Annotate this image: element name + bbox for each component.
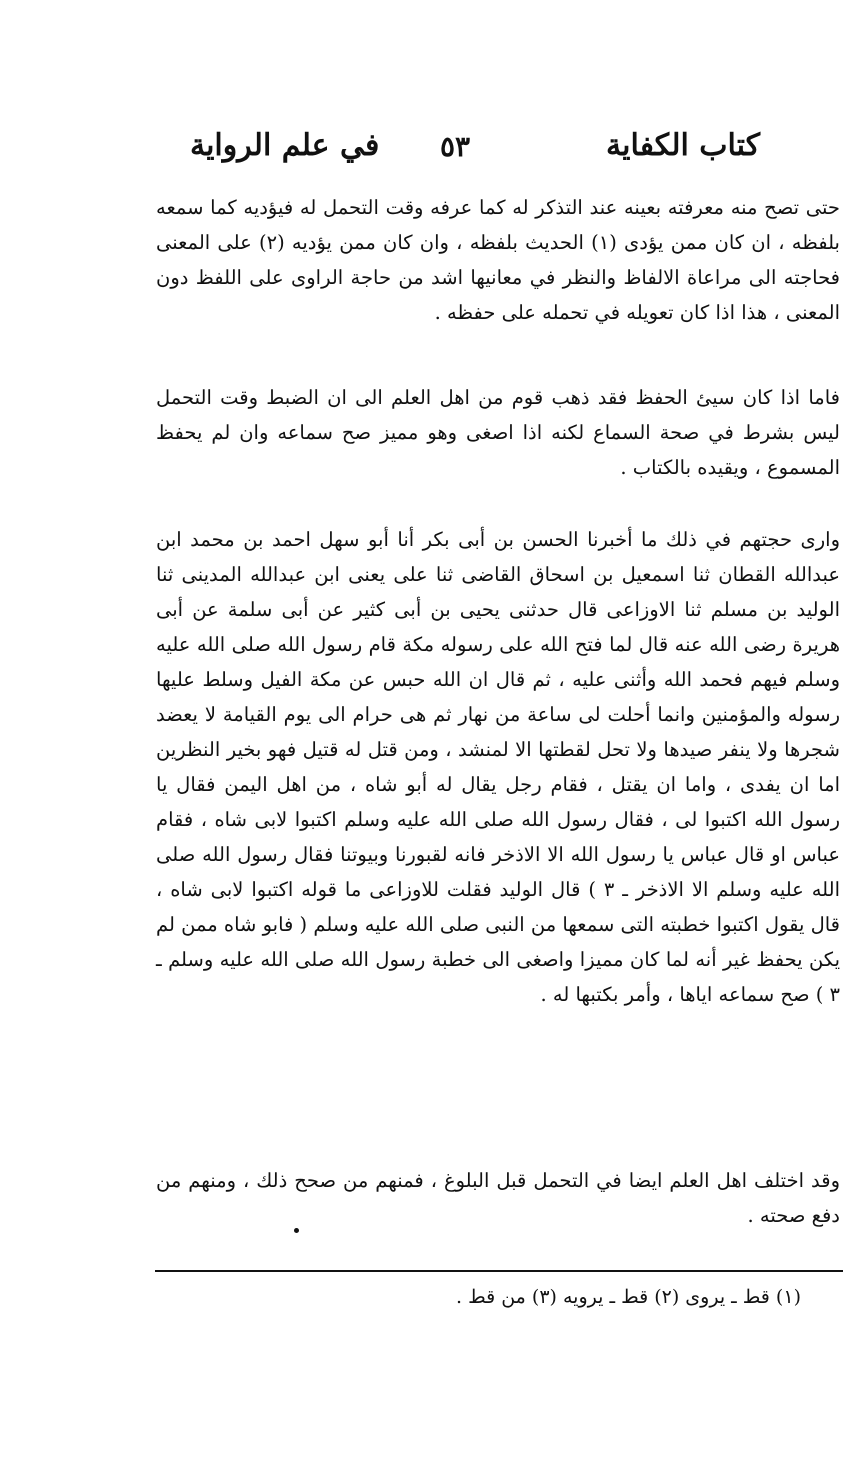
running-head	[190, 128, 760, 178]
book-title: كتاب الكفاية	[606, 128, 760, 163]
paragraph-4: وقد اختلف اهل العلم ايضا في التحمل قبل البلوغ ، فمنهم من صحح ذلك ، ومنهم من دفع صحته .	[156, 1169, 840, 1227]
ink-dot	[294, 1228, 299, 1233]
footnote: (١) قط ـ يروى (٢) قط ـ يرويه (٣) من قط .	[455, 1286, 801, 1308]
page-number: ٥٣	[440, 130, 471, 163]
book-subtitle: في علم الرواية	[190, 128, 380, 163]
paragraph-3: وارى حجتهم في ذلك ما أخبرنا الحسن بن أبى بكر أنا أبو سهل احمد بن محمد ابن عبدالله القطان ثنا اسمعيل بن اسحاق القاضى ثنا على يعنى ابن عبدالله المدينى ثنا الوليد بن مسلم ثنا الاوزاعى قال حدثنى يحيى بن أبى كثير عن أبى سلمة عن أبى هريرة رضى الله عنه قال لما فتح الله على رسوله مكة قام رسول الله صلى الله عليه وسلم فيهم فحمد الله وأثنى عليه ، ثم قال ان الله حبس عن مكة الفيل وسلط عليها رسوله والمؤمنين وانما أحلت لى ساعة من نهار ثم هى حرام الى يوم القيامة لا يعضد شجرها ولا ينفر صيدها ولا تحل لقطتها الا لمنشد ، ومن قتل له قتيل فهو بخير النظرين اما ان يفدى ، واما ان يقتل ، فقام رجل يقال له أبو شاه ، من اهل اليمن فقال يا رسول الله اكتبوا لى ، فقال رسول الله صلى الله عليه وسلم اكتبوا لابى شاه ، فقام عباس او قال عباس يا رسول الله الا الاذخر فانه لقبورنا وبيوتنا فقال رسول الله صلى الله عليه وسلم الا الاذخر ـ ٣ ) قال الوليد فقلت للاوزاعى ما قوله اكتبوا لابى شاه ، قال يقول اكتبوا خطبته التى سمعها من النبى صلى الله عليه وسلم ( فابو شاه ممن لم يكن يحفظ غير أنه لما كان مميزا واصغى الى خطبة رسول الله صلى الله عليه وسلم ـ ٣ ) صح سماعه اياها ، وأمر بكتبها له .	[156, 528, 840, 1006]
footnote-separator	[155, 1270, 843, 1272]
paragraph-2: فاما اذا كان سيئ الحفظ فقد ذهب قوم من اهل العلم الى ان الضبط وقت التحمل ليس بشرط في صحة السماع لكنه اذا اصغى وهو مميز صح سماعه وان لم يحفظ المسموع ، ويقيده بالكتاب .	[156, 386, 840, 479]
paragraph-1: حتى تصح منه معرفته بعينه عند التذكر له كما عرفه وقت التحمل له فيؤديه كما سمعه بلفظه ، ان كان ممن يؤدى (١) الحديث بلفظه ، وان كان ممن يؤديه (٢) على المعنى فحاجته الى مراعاة الالفاظ والنظر في معانيها اشد من حاجة الراوى على اللفظ دون المعنى ، هذا اذا كان تعويله في تحمله على حفظه .	[156, 196, 840, 324]
